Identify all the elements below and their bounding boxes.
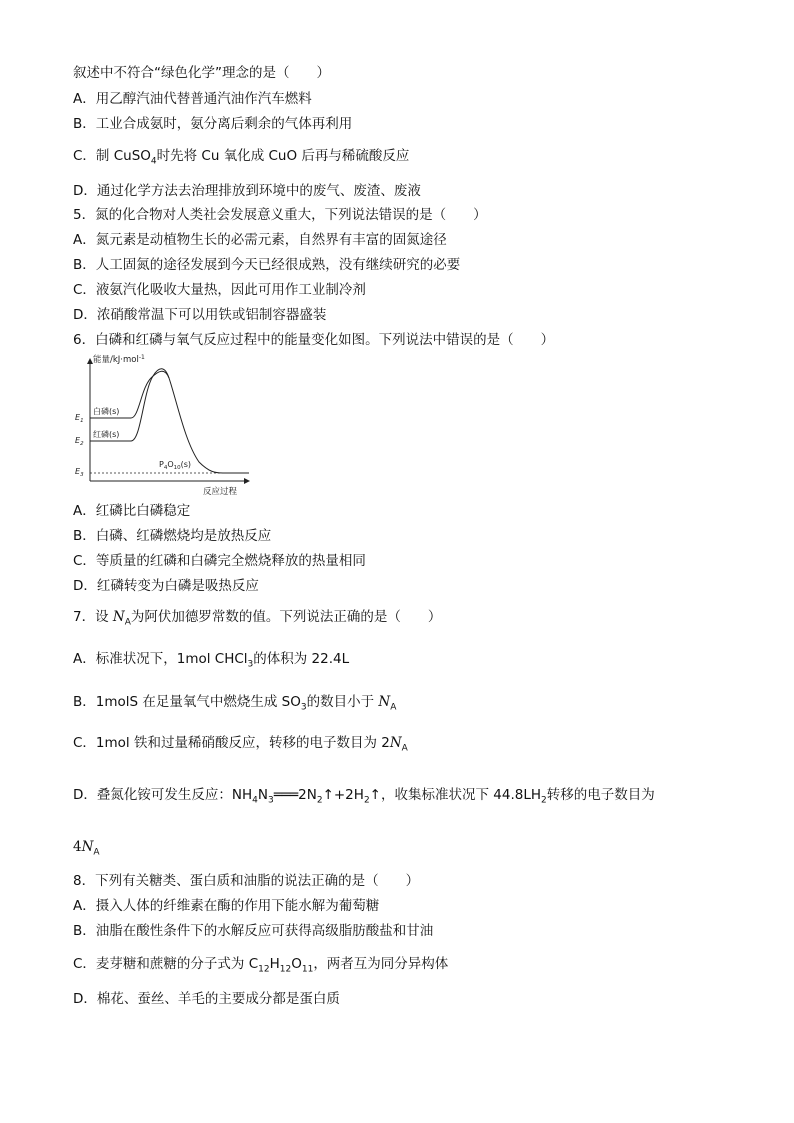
q4-option-d: D．通过化学方法去治理排放到环境中的废气、废渣、废液	[73, 183, 421, 199]
q6-option-a: A．红磷比白磷稳定	[73, 503, 191, 519]
q8-option-a: A．摄入人体的纤维素在酶的作用下能水解为葡萄糖	[73, 898, 380, 914]
e3-label: $E_3$	[75, 467, 84, 478]
red-phosphorus-label: 红磷(s)	[93, 430, 120, 439]
q7-b-na-symbol: N	[378, 694, 391, 710]
y-axis-label: 能量/kJ·mol$^{-1}$	[93, 354, 145, 365]
q7-a-sub: 3	[247, 659, 254, 670]
q7-d-m4: ↑，收集标准状况下 44.8LH	[369, 787, 542, 803]
q7-b-na-sub: A	[390, 702, 397, 713]
q5-option-c: C．液氨汽化吸收大量热，因此可用作工业制冷剂	[73, 282, 366, 298]
q7-option-b	[73, 693, 396, 711]
q7-d-m3: ↑+2H	[322, 787, 364, 803]
q7-d-s4: 2	[363, 795, 370, 806]
q6-option-c: C．等质量的红磷和白磷完全燃烧释放的热量相同	[73, 553, 366, 569]
q5-stem: 5．氮的化合物对人类社会发展意义重大，下列说法错误的是（ ）	[73, 207, 487, 223]
q8-c-text: C．麦芽糖和蔗糖的分子式为 C	[73, 956, 259, 972]
q8-c-m2: O	[291, 956, 302, 972]
q7-b-sub: 3	[300, 702, 307, 713]
q7-d-text: D．叠氮化铵可发生反应：NH	[73, 787, 253, 803]
q7-c-text: C．1mol 铁和过量稀硝酸反应，转移的电子数目为 2	[73, 735, 390, 751]
q8-c-s2: 12	[279, 964, 292, 975]
q6-option-b: B．白磷、红磷燃烧均是放热反应	[73, 528, 272, 544]
q7-a-text: A．标准状况下，1mol CHCl	[73, 651, 248, 667]
q7-d-cont-number: 4	[73, 839, 82, 855]
q4-option-c	[73, 147, 409, 165]
q5-option-d: D．浓硝酸常温下可以用铁或铝制容器盛装	[73, 307, 327, 323]
q4-c-text: C．制 CuSO	[73, 148, 151, 164]
q8-option-d: D．棉花、蚕丝、羊毛的主要成分都是蛋白质	[73, 991, 340, 1007]
q4-stem: 叙述中不符合“绿色化学”理念的是（ ）	[73, 65, 330, 81]
q7-d-na-sub: A	[93, 847, 100, 858]
q6-option-d: D．红磷转变为白磷是吸热反应	[73, 578, 259, 594]
q7-d-s3: 2	[316, 795, 323, 806]
x-axis-label: 反应过程	[203, 487, 238, 497]
q4-c-sub: 4	[150, 156, 157, 167]
white-phosphorus-label: 白磷(s)	[93, 407, 120, 416]
q8-c-s3: 11	[301, 964, 314, 975]
q8-c-rest: ，两者互为同分异构体	[313, 956, 449, 972]
q7-option-d-continued	[73, 838, 100, 856]
q7-b-text: B．1molS 在足量氧气中燃烧生成 SO	[73, 694, 301, 710]
q7-na-sub: A	[124, 617, 131, 628]
q7-option-a	[73, 650, 349, 668]
q7-stem	[73, 608, 441, 626]
q7-b-mid: 的数目小于	[306, 694, 379, 710]
q4-option-a: A．用乙醇汽油代替普通汽油作汽车燃料	[73, 91, 312, 107]
q7-d-s1: 4	[252, 795, 258, 806]
q7-option-d	[73, 786, 655, 804]
red-phosphorus-curve	[131, 369, 249, 473]
q7-d-s2: 3	[268, 795, 274, 806]
q7-stem-text: 7．设	[73, 609, 113, 625]
q7-d-s5: 2	[541, 795, 547, 806]
q7-na-symbol: N	[112, 609, 125, 625]
q6-stem: 6．白磷和红磷与氧气反应过程中的能量变化如图。下列说法中错误的是（ ）	[73, 332, 555, 348]
q8-c-m1: H	[269, 956, 280, 972]
q8-option-c	[73, 955, 448, 973]
q7-d-m1: N	[257, 787, 268, 803]
q8-c-s1: 12	[258, 964, 270, 975]
q7-stem-rest: 为阿伏加德罗常数的值。下列说法正确的是（ ）	[130, 609, 442, 625]
q7-d-na-symbol: N	[81, 839, 94, 855]
energy-diagram	[73, 352, 253, 497]
e2-label: $E_2$	[75, 436, 84, 447]
q4-c-rest: 时先将 Cu 氧化成 CuO 后再与稀硫酸反应	[156, 148, 410, 164]
q7-d-m2: 2N	[298, 787, 317, 803]
white-phosphorus-curve	[131, 371, 169, 418]
q5-option-b: B．人工固氮的途径发展到今天已经很成熟，没有继续研究的必要	[73, 257, 461, 273]
q7-d-arrow: ═══	[273, 787, 299, 803]
q7-d-m5: 转移的电子数目为	[546, 787, 655, 803]
q7-c-na-symbol: N	[389, 735, 402, 751]
q8-option-b: B．油脂在酸性条件下的水解反应可获得高级脂肪酸盐和甘油	[73, 923, 434, 939]
product-label: $P_4O_{10}(s)$	[159, 460, 192, 471]
q4-option-b: B．工业合成氨时，氨分离后剩余的气体再利用	[73, 116, 353, 132]
q7-option-c	[73, 734, 408, 752]
q5-option-a: A．氮元素是动植物生长的必需元素，自然界有丰富的固氮途径	[73, 232, 447, 248]
q7-a-rest: 的体积为 22.4L	[253, 651, 350, 667]
e1-label: $E_1$	[75, 413, 84, 424]
q8-stem: 8．下列有关糖类、蛋白质和油脂的说法正确的是（ ）	[73, 873, 420, 889]
q7-c-na-sub: A	[401, 743, 408, 754]
